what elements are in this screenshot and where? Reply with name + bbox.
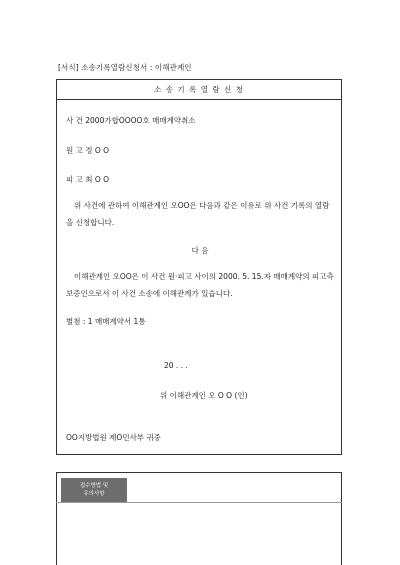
section-heading: 다 음 (191, 246, 209, 255)
notes-label (61, 478, 127, 502)
case-line: 사 건 2000가합OOOO호 매매계약취소 (66, 116, 196, 125)
defendant-line: 피 고 최 O O (66, 175, 110, 184)
reason-paragraph: 이해관계인 오OO은 이 사건 원·피고 사이의 2000. 5. 15.자 매매계약의 피고측 보증인으로서 이 사건 소송에 이해관계가 있습니다. (66, 272, 334, 298)
form-title: 소 송 기 록 열 람 신 청 (56, 81, 342, 100)
signer-line: 위 이해관계인 오 O O (인) (160, 391, 248, 400)
intro-paragraph: 위 사건에 관하여 이해관계인 오OO은 다음과 같은 이유로 위 사건 기록의 열람을 신청합니다. (66, 201, 330, 227)
attachment-line: 별첨 : 1 매매계약서 1통 (66, 317, 146, 326)
notes-label-line1: 접수방법 및 (79, 483, 109, 489)
plaintiff-line: 원 고 정 O O (66, 146, 110, 155)
notes-label-line2: 유의사항 (83, 491, 105, 497)
date-line: 20 . . . (164, 361, 188, 370)
court-line: OO지방법원 제O민사부 귀중 (66, 433, 161, 442)
notes-divider (56, 502, 342, 503)
form-caption: [서식] 소송기록열람신청서 : 이해관계인 (58, 63, 192, 72)
